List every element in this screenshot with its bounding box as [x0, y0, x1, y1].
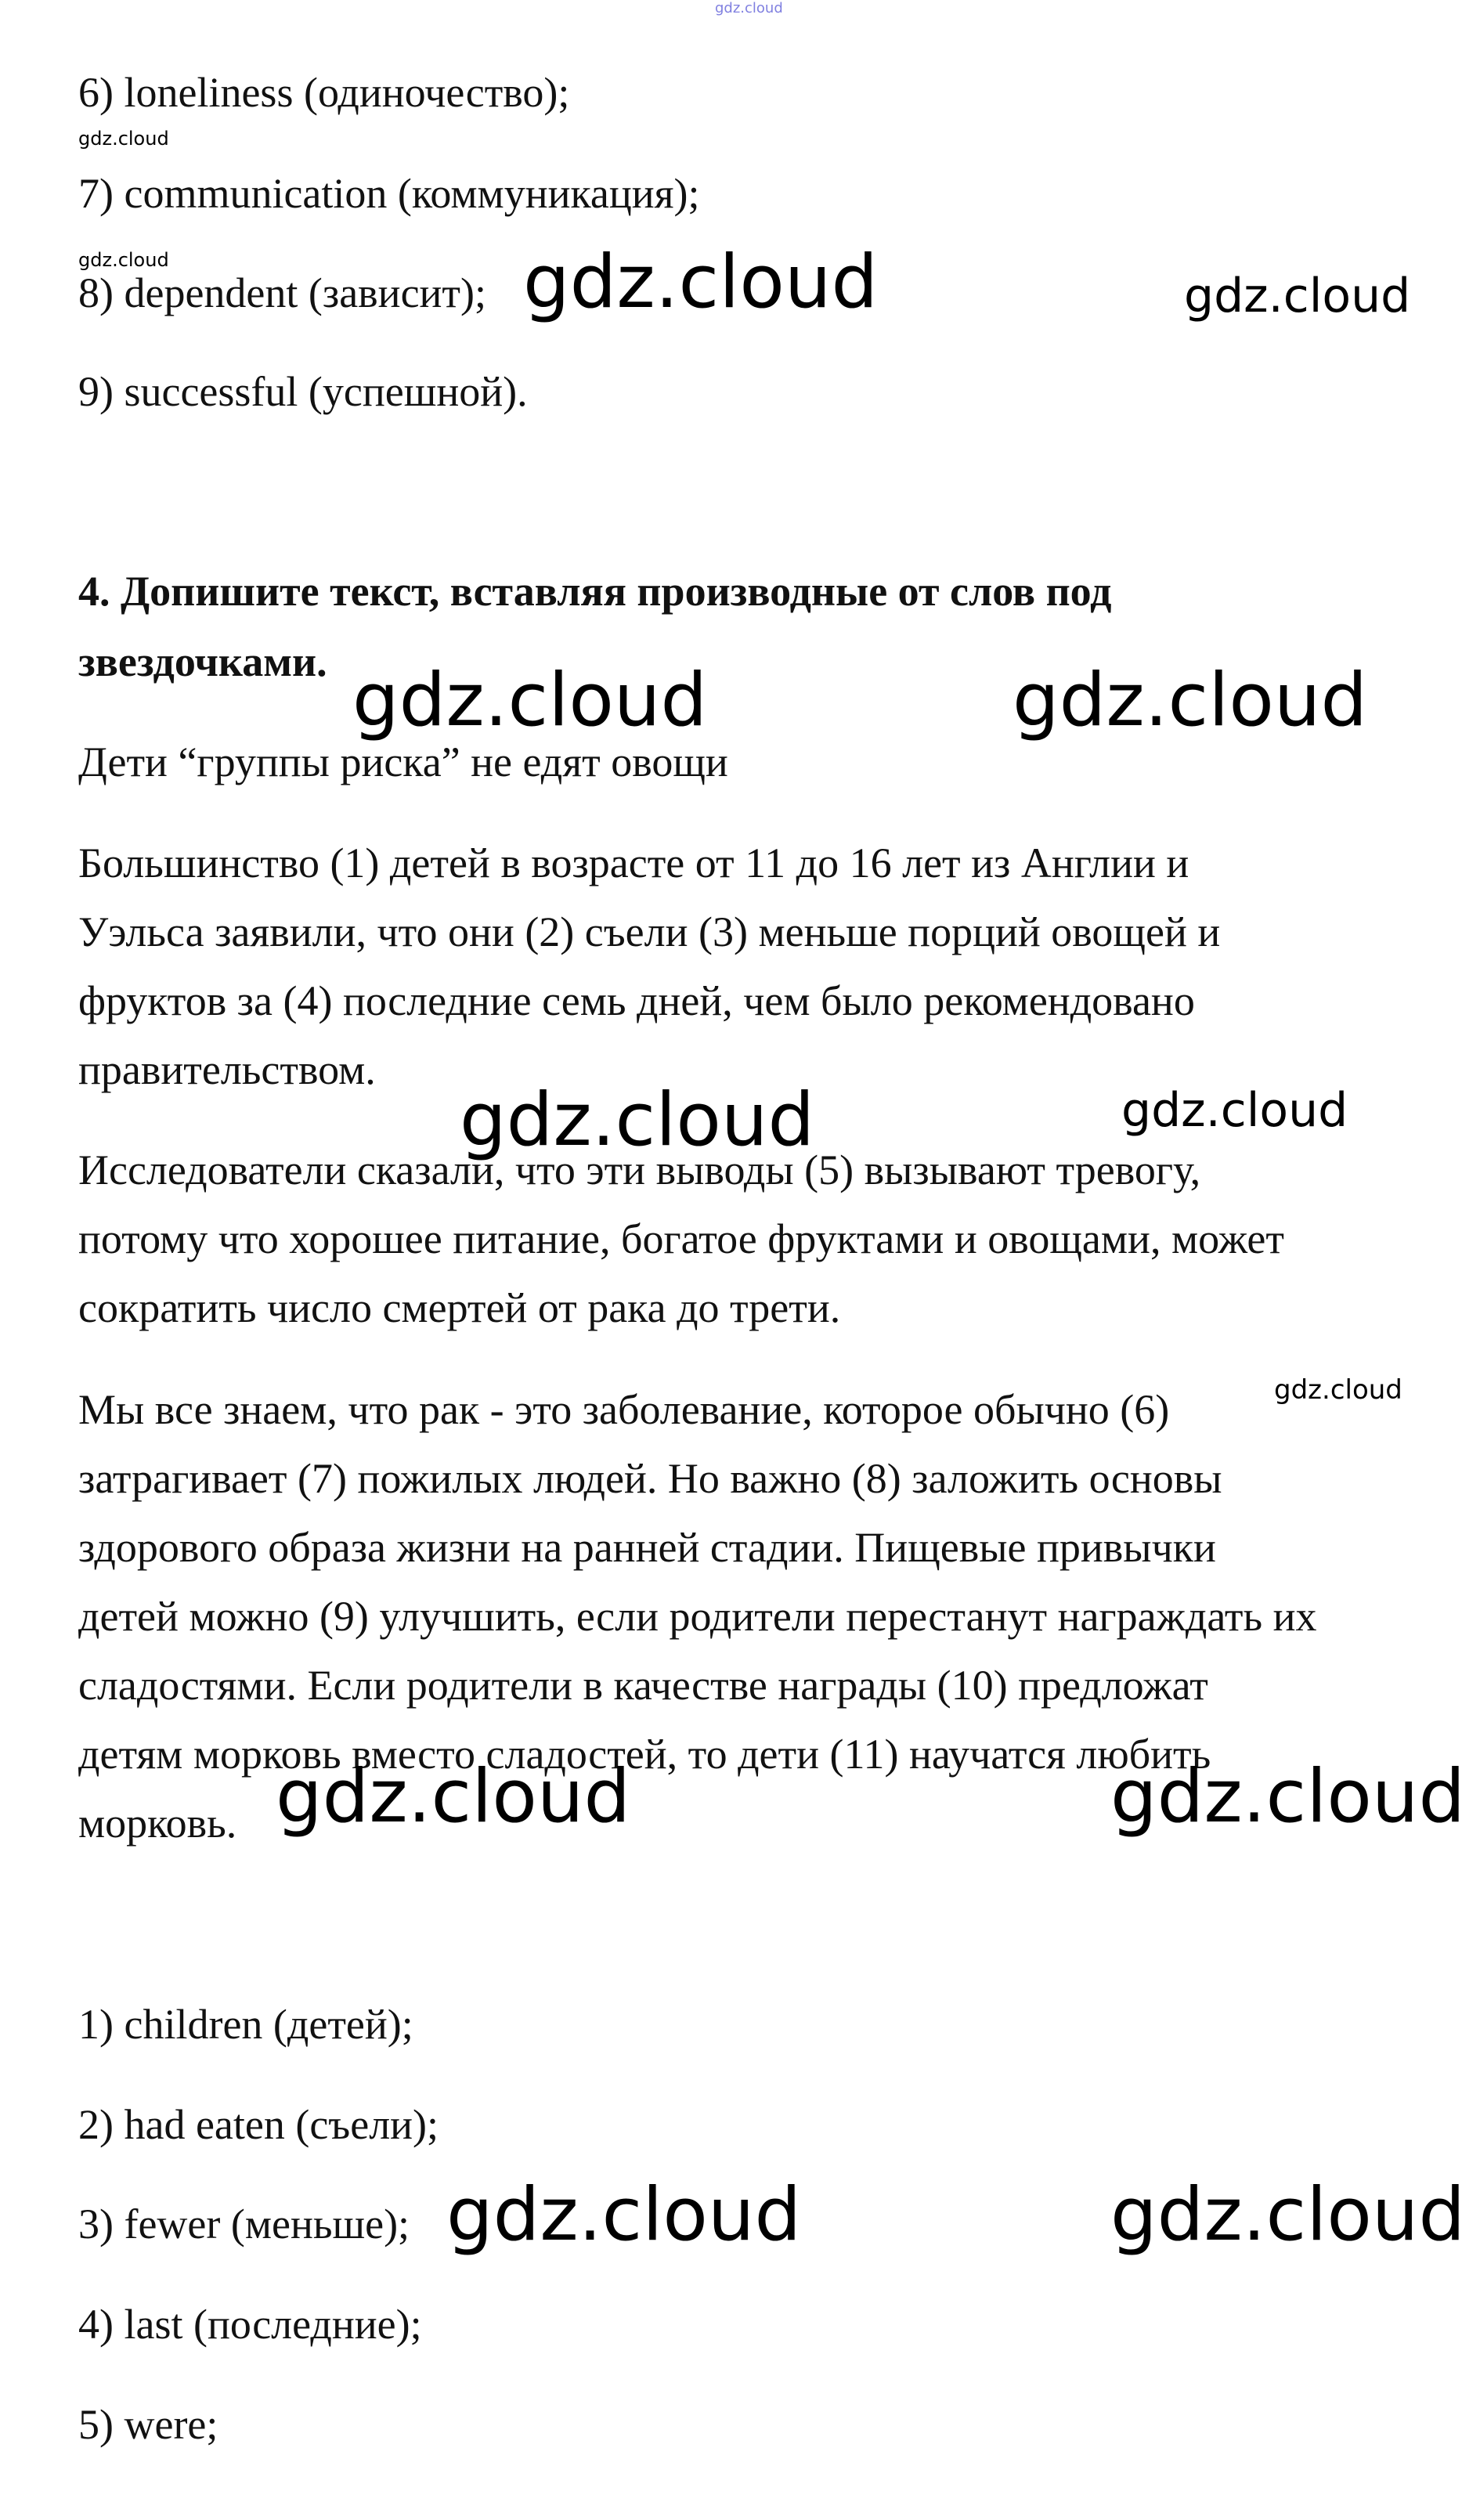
paragraph2-line: потому что хорошее питание, богатое фруктами и овощами, может	[78, 1215, 1284, 1262]
watermark-medium: gdz.cloud	[1184, 269, 1411, 323]
watermark-large: gdz.cloud	[446, 2172, 802, 2258]
watermark-small: gdz.cloud	[78, 249, 169, 271]
paragraph1-line: фруктов за (4) последние семь дней, чем было рекомендовано	[78, 977, 1195, 1024]
paragraph1-line: правительством.	[78, 1046, 376, 1093]
paragraph3-line: затрагивает (7) пожилых людей. Но важно (8) заложить основы	[78, 1455, 1222, 1502]
watermark-small: gdz.cloud	[1274, 1374, 1402, 1406]
answer-6: 6) loneliness (одиночество);	[78, 69, 570, 116]
answer-3: 3) fewer (меньше);	[78, 2200, 410, 2247]
watermark-large: gdz.cloud	[1110, 2172, 1466, 2258]
paragraph2-line: сократить число смертей от рака до трети.	[78, 1284, 841, 1331]
paragraph3-line: сладостями. Если родители в качестве награды (10) предложат	[78, 1662, 1208, 1709]
task-heading-line1: 4. Допишите текст, вставляя производные от слов под	[78, 568, 1112, 615]
paragraph2-line: Исследователи сказали, что эти выводы (5) вызывают тревогу,	[78, 1146, 1201, 1193]
paragraph3-line: Мы все знаем, что рак - это заболевание, которое обычно (6)	[78, 1386, 1170, 1433]
paragraph3-line: детей можно (9) улучшить, если родители перестанут награждать их	[78, 1593, 1317, 1640]
answer-4: 4) last (последние);	[78, 2301, 422, 2348]
watermark-large: gdz.cloud	[276, 1754, 631, 1839]
answer-5: 5) were;	[78, 2401, 218, 2448]
watermark-large: gdz.cloud	[1013, 658, 1368, 743]
task-heading-line2: звездочками.	[78, 638, 327, 685]
answer-1: 1) children (детей);	[78, 2001, 413, 2048]
watermark-large: gdz.cloud	[1110, 1754, 1466, 1839]
watermark-small: gdz.cloud	[78, 128, 169, 150]
watermark-large: gdz.cloud	[460, 1078, 815, 1163]
answer-9: 9) successful (успешной).	[78, 368, 528, 415]
paragraph3-line: здорового образа жизни на ранней стадии. Пищевые привычки	[78, 1524, 1216, 1571]
watermark-medium: gdz.cloud	[1121, 1083, 1348, 1138]
answer-7: 7) communication (коммуникация);	[78, 170, 700, 217]
watermark-large: gdz.cloud	[523, 240, 879, 325]
watermark-top: gdz.cloud	[715, 0, 783, 16]
watermark-large: gdz.cloud	[352, 658, 708, 743]
paragraph1-line: Большинство (1) детей в возрасте от 11 до 16 лет из Англии и	[78, 839, 1189, 886]
paragraph3-line: морковь.	[78, 1800, 237, 1847]
text-title: Дети “группы риска” не едят овощи	[78, 738, 728, 785]
answer-2: 2) had eaten (съели);	[78, 2101, 439, 2148]
paragraph3-line: детям морковь вместо сладостей, то дети (11) научатся любить	[78, 1731, 1211, 1778]
answer-8: 8) dependent (зависит);	[78, 269, 487, 316]
paragraph1-line: Уэльса заявили, что они (2) съели (3) меньше порций овощей и	[78, 908, 1221, 955]
